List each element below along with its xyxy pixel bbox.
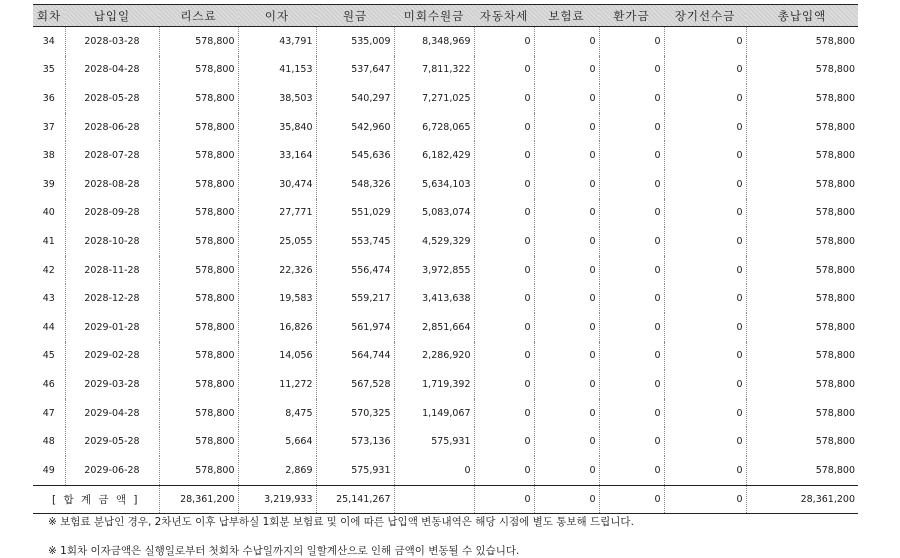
table-cell: 545,636 — [316, 141, 394, 170]
table-cell: 0 — [664, 370, 746, 399]
table-cell: 6,728,065 — [394, 113, 474, 142]
totals-lease-fee: 28,361,200 — [159, 485, 238, 513]
table-cell: 0 — [534, 199, 599, 228]
table-row — [33, 84, 858, 113]
table-cell: 0 — [394, 456, 474, 485]
table-cell: 2028-06-28 — [65, 113, 159, 142]
table-cell: 578,800 — [159, 370, 238, 399]
totals-car-tax: 0 — [474, 485, 534, 513]
table-cell: 578,800 — [159, 399, 238, 428]
table-cell: 561,974 — [316, 313, 394, 342]
table-cell: 41,153 — [238, 56, 316, 85]
table-cell: 19,583 — [238, 284, 316, 313]
table-cell: 578,800 — [815, 207, 855, 219]
table-cell: 0 — [664, 113, 746, 142]
col-header-insurance: 보험료 — [534, 5, 599, 27]
table-cell: 0 — [474, 113, 534, 142]
table-cell: 0 — [599, 141, 664, 170]
table-cell: 575,931 — [394, 427, 474, 456]
table-cell: 0 — [599, 56, 664, 85]
table-cell: 0 — [474, 342, 534, 371]
table-cell: 556,474 — [316, 256, 394, 285]
table-cell: 535,009 — [316, 27, 394, 56]
table-cell: 0 — [534, 170, 599, 199]
table-row — [33, 141, 858, 170]
table-cell: 578,800 — [159, 84, 238, 113]
table-cell: 0 — [599, 170, 664, 199]
table-cell: 2028-11-28 — [65, 256, 159, 285]
table-cell: 2028-09-28 — [65, 199, 159, 228]
table-cell: 3,972,855 — [394, 256, 474, 285]
table-cell: 0 — [534, 141, 599, 170]
table-cell: 41 — [33, 227, 65, 256]
table-cell: 0 — [664, 256, 746, 285]
table-cell: 578,800 — [815, 264, 855, 276]
table-cell: 578,800 — [159, 141, 238, 170]
header-row — [33, 5, 858, 27]
payment-schedule — [33, 4, 858, 514]
table-cell: 578,800 — [159, 227, 238, 256]
table-cell: 578,800 — [815, 178, 855, 190]
table-cell: 3,413,638 — [394, 284, 474, 313]
table-cell: 542,960 — [316, 113, 394, 142]
table-cell: 0 — [664, 227, 746, 256]
table-cell: 2028-08-28 — [65, 170, 159, 199]
table-cell: 0 — [474, 456, 534, 485]
table-cell: 44 — [33, 313, 65, 342]
totals-label: [ 합 계 금 액 ] — [33, 485, 159, 513]
table-cell: 0 — [599, 227, 664, 256]
table-cell: 0 — [474, 399, 534, 428]
table-cell: 0 — [599, 370, 664, 399]
table-row — [33, 27, 858, 56]
table-cell: 5,664 — [238, 427, 316, 456]
table-cell: 0 — [534, 84, 599, 113]
table-cell: 578,800 — [815, 321, 855, 333]
table-cell: 578,800 — [746, 456, 858, 485]
table-cell: 25,055 — [238, 227, 316, 256]
table-cell: 11,272 — [238, 370, 316, 399]
table-cell: 0 — [599, 199, 664, 228]
col-header-interest: 이자 — [238, 5, 316, 27]
table-row — [33, 256, 858, 285]
table-row — [33, 284, 858, 313]
table-cell: 559,217 — [316, 284, 394, 313]
table-cell: 578,800 — [159, 56, 238, 85]
table-cell: 2028-12-28 — [65, 284, 159, 313]
table-cell: 2029-03-28 — [65, 370, 159, 399]
table-cell: 48 — [33, 427, 65, 456]
table-cell: 567,528 — [316, 370, 394, 399]
table-cell: 0 — [664, 84, 746, 113]
table-cell: 0 — [599, 313, 664, 342]
table-cell: 578,800 — [159, 256, 238, 285]
col-header-advance-payment: 장기선수금 — [664, 5, 746, 27]
col-header-total-payment: 총납입액 — [746, 5, 858, 27]
table-cell: 578,800 — [815, 92, 855, 104]
totals-principal: 25,141,267 — [316, 485, 394, 513]
table-cell: 0 — [599, 27, 664, 56]
table-cell: 45 — [33, 342, 65, 371]
table-cell: 2029-04-28 — [65, 399, 159, 428]
table-cell: 43,791 — [238, 27, 316, 56]
table-cell: 36 — [33, 84, 65, 113]
table-cell: 2028-04-28 — [65, 56, 159, 85]
table-cell: 0 — [599, 456, 664, 485]
table-row — [33, 199, 858, 228]
table-cell: 0 — [474, 313, 534, 342]
totals-unrecovered — [394, 485, 474, 513]
table-cell: 2028-03-28 — [65, 27, 159, 56]
col-header-unrecovered-principal: 미회수원금 — [394, 5, 474, 27]
table-cell: 578,800 — [159, 284, 238, 313]
table-cell: 0 — [534, 399, 599, 428]
table-cell: 0 — [474, 427, 534, 456]
table-cell: 0 — [534, 227, 599, 256]
totals-advance: 0 — [664, 485, 746, 513]
totals-row — [33, 485, 858, 513]
table-cell: 548,326 — [316, 170, 394, 199]
table-cell: 551,029 — [316, 199, 394, 228]
table-cell: 578,800 — [815, 64, 855, 76]
table-cell: 5,634,103 — [394, 170, 474, 199]
table-cell: 0 — [474, 284, 534, 313]
table-cell: 0 — [664, 199, 746, 228]
table-cell: 0 — [664, 427, 746, 456]
schedule-table — [33, 4, 858, 514]
col-header-refund: 환가금 — [599, 5, 664, 27]
table-row — [33, 370, 858, 399]
table-row — [33, 56, 858, 85]
table-cell: 2,851,664 — [394, 313, 474, 342]
col-header-lease-fee: 리스료 — [159, 5, 238, 27]
table-cell: 578,800 — [815, 293, 855, 305]
totals-insurance: 0 — [534, 485, 599, 513]
table-cell: 0 — [534, 370, 599, 399]
table-cell: 578,800 — [815, 436, 855, 448]
table-cell: 49 — [33, 456, 65, 485]
table-cell: 16,826 — [238, 313, 316, 342]
table-cell: 0 — [474, 199, 534, 228]
table-cell: 578,800 — [159, 313, 238, 342]
table-cell: 40 — [33, 199, 65, 228]
table-cell: 5,083,074 — [394, 199, 474, 228]
table-cell: 578,800 — [159, 342, 238, 371]
table-cell: 578,800 — [159, 427, 238, 456]
table-cell: 1,719,392 — [394, 370, 474, 399]
table-cell: 2028-10-28 — [65, 227, 159, 256]
table-cell: 578,800 — [159, 199, 238, 228]
table-row — [33, 399, 858, 428]
table-cell: 0 — [664, 170, 746, 199]
table-cell: 39 — [33, 170, 65, 199]
table-cell: 578,800 — [159, 456, 238, 485]
table-cell: 0 — [474, 256, 534, 285]
table-cell: 540,297 — [316, 84, 394, 113]
table-cell: 0 — [599, 399, 664, 428]
table-cell: 0 — [664, 284, 746, 313]
table-cell: 38,503 — [238, 84, 316, 113]
table-cell: 6,182,429 — [394, 141, 474, 170]
totals-refund: 0 — [599, 485, 664, 513]
table-cell: 578,800 — [815, 350, 855, 362]
table-cell: 0 — [599, 113, 664, 142]
table-cell: 0 — [664, 313, 746, 342]
table-cell: 1,149,067 — [394, 399, 474, 428]
table-cell: 575,931 — [316, 456, 394, 485]
table-cell: 564,744 — [316, 342, 394, 371]
table-cell: 43 — [33, 284, 65, 313]
table-row — [33, 427, 858, 456]
table-cell: 578,800 — [815, 121, 855, 133]
table-cell: 0 — [534, 427, 599, 456]
table-row — [33, 170, 858, 199]
table-cell: 14,056 — [238, 342, 316, 371]
table-cell: 4,529,329 — [394, 227, 474, 256]
table-cell: 22,326 — [238, 256, 316, 285]
table-cell: 570,325 — [316, 399, 394, 428]
table-cell: 578,800 — [815, 378, 855, 390]
table-cell: 7,811,322 — [394, 56, 474, 85]
table-row — [33, 313, 858, 342]
table-cell: 578,800 — [159, 113, 238, 142]
note-insurance: ※ 보험료 분납인 경우, 2차년도 이후 납부하실 1회분 보험료 및 이에 따른 납입액 변동내역은 해당 시점에 별도 통보해 드립니다. — [48, 516, 634, 528]
table-cell: 2029-06-28 — [65, 456, 159, 485]
table-cell: 0 — [474, 56, 534, 85]
table-cell: 0 — [664, 342, 746, 371]
table-cell: 0 — [474, 84, 534, 113]
table-cell: 2,286,920 — [394, 342, 474, 371]
table-cell: 0 — [664, 56, 746, 85]
table-cell: 578,800 — [159, 27, 238, 56]
table-cell: 35,840 — [238, 113, 316, 142]
table-cell: 37 — [33, 113, 65, 142]
table-cell: 573,136 — [316, 427, 394, 456]
table-cell: 34 — [33, 27, 65, 56]
table-cell: 2029-01-28 — [65, 313, 159, 342]
table-cell: 0 — [474, 370, 534, 399]
table-cell: 7,271,025 — [394, 84, 474, 113]
table-cell: 537,647 — [316, 56, 394, 85]
table-cell: 553,745 — [316, 227, 394, 256]
table-cell: 0 — [534, 342, 599, 371]
table-cell: 0 — [599, 342, 664, 371]
table-cell: 0 — [534, 56, 599, 85]
table-cell: 8,348,969 — [394, 27, 474, 56]
table-cell: 0 — [474, 27, 534, 56]
table-cell: 2029-02-28 — [65, 342, 159, 371]
table-cell: 35 — [33, 56, 65, 85]
table-cell: 27,771 — [238, 199, 316, 228]
table-cell: 578,800 — [815, 35, 855, 47]
col-header-payment-date: 납입일 — [65, 5, 159, 27]
table-cell: 0 — [534, 256, 599, 285]
table-cell: 0 — [599, 427, 664, 456]
table-cell: 33,164 — [238, 141, 316, 170]
table-cell: 47 — [33, 399, 65, 428]
note-first-interest: ※ 1회차 이자금액은 실행일로부터 첫회차 수납일까지의 일할계산으로 인해 금액이 변동될 수 있습니다. — [48, 545, 520, 557]
table-cell: 42 — [33, 256, 65, 285]
table-row — [33, 456, 858, 485]
table-cell: 578,800 — [815, 150, 855, 162]
table-cell: 30,474 — [238, 170, 316, 199]
table-cell: 38 — [33, 141, 65, 170]
table-cell: 0 — [599, 84, 664, 113]
table-cell: 2029-05-28 — [65, 427, 159, 456]
table-cell: 0 — [534, 456, 599, 485]
table-cell: 8,475 — [238, 399, 316, 428]
table-cell: 578,800 — [159, 170, 238, 199]
table-cell: 2028-05-28 — [65, 84, 159, 113]
table-cell: 578,800 — [815, 235, 855, 247]
table-cell: 0 — [534, 284, 599, 313]
table-cell: 0 — [534, 313, 599, 342]
table-cell: 0 — [474, 227, 534, 256]
table-cell: 0 — [534, 113, 599, 142]
table-cell: 0 — [474, 170, 534, 199]
table-cell: 0 — [664, 27, 746, 56]
totals-total: 28,361,200 — [746, 485, 858, 513]
table-cell: 0 — [664, 141, 746, 170]
table-row — [33, 342, 858, 371]
col-header-principal: 원금 — [316, 5, 394, 27]
table-cell: 2028-07-28 — [65, 141, 159, 170]
table-cell: 2,869 — [238, 456, 316, 485]
table-cell: 578,800 — [815, 407, 855, 419]
table-cell: 0 — [664, 399, 746, 428]
totals-interest: 3,219,933 — [238, 485, 316, 513]
table-cell: 0 — [664, 456, 746, 485]
col-header-installment: 회차 — [33, 5, 65, 27]
table-cell: 0 — [599, 256, 664, 285]
table-cell: 46 — [33, 370, 65, 399]
table-cell: 0 — [474, 141, 534, 170]
table-cell: 0 — [599, 284, 664, 313]
table-row — [33, 113, 858, 142]
table-row — [33, 227, 858, 256]
table-cell: 0 — [534, 27, 599, 56]
col-header-car-tax: 자동차세 — [474, 5, 534, 27]
